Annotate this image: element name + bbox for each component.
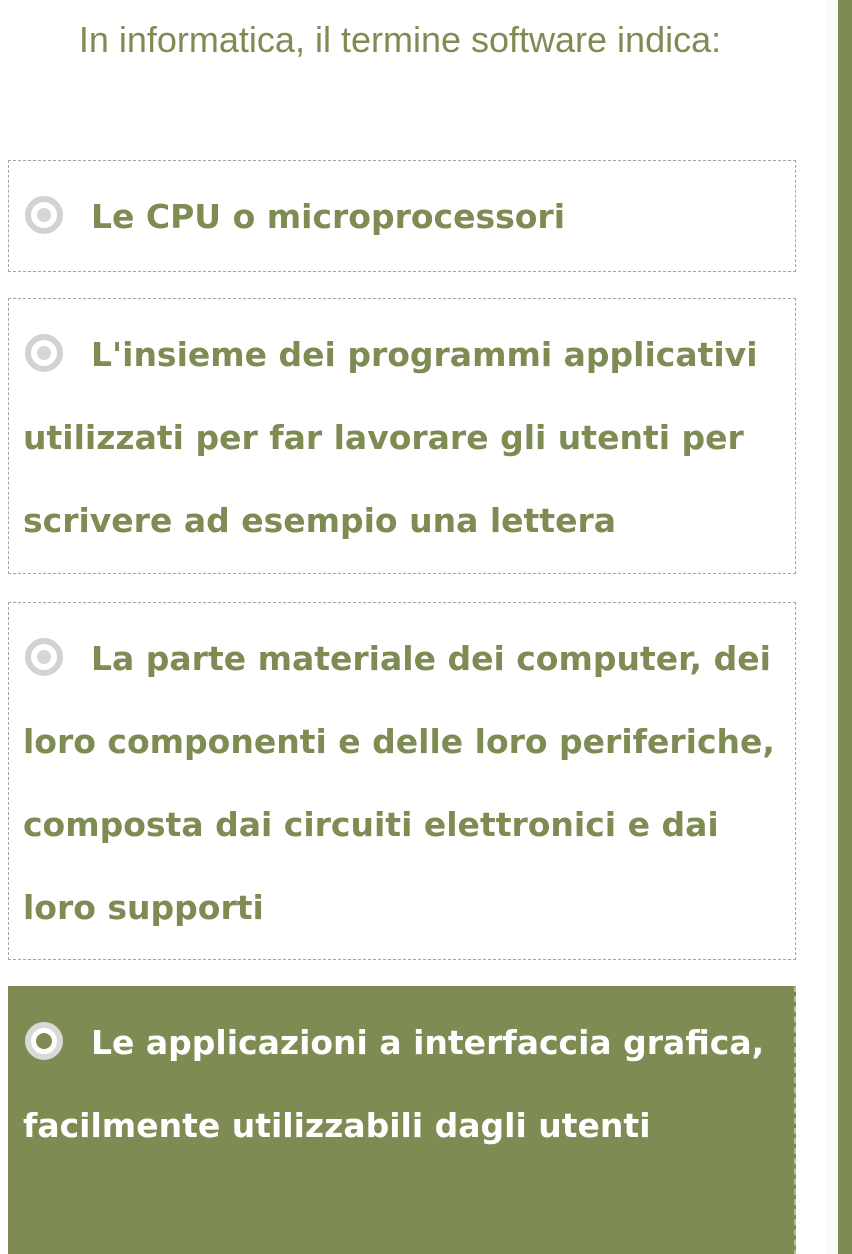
scrollbar[interactable] bbox=[838, 0, 852, 1254]
radio-button-icon[interactable] bbox=[25, 196, 63, 234]
answer-option-cpu[interactable] bbox=[8, 160, 796, 272]
answer-option-label: Le CPU o microprocessori bbox=[91, 197, 566, 236]
radio-button-icon[interactable] bbox=[25, 1022, 63, 1060]
answer-option-label: Le applicazioni a interfaccia grafica, facilmente utilizzabili dagli utenti bbox=[23, 1023, 765, 1145]
answer-option-label: La parte materiale dei computer, dei loro componenti e delle loro periferiche, composta dai circuiti elettronici e dai loro supporti bbox=[23, 639, 775, 927]
radio-button-icon[interactable] bbox=[25, 638, 63, 676]
answer-option-parte-materiale[interactable] bbox=[8, 602, 796, 960]
scroll-gutter bbox=[826, 0, 838, 1254]
answer-option-interfaccia-grafica[interactable] bbox=[8, 986, 796, 1254]
answer-option-label: L'insieme dei programmi applicativi utilizzati per far lavorare gli utenti per scrivere ad esempio una lettera bbox=[23, 335, 758, 540]
answer-option-programmi-applicativi[interactable] bbox=[8, 298, 796, 574]
question-text: In informatica, il termine software indica: bbox=[78, 19, 722, 60]
radio-button-icon[interactable] bbox=[25, 334, 63, 372]
